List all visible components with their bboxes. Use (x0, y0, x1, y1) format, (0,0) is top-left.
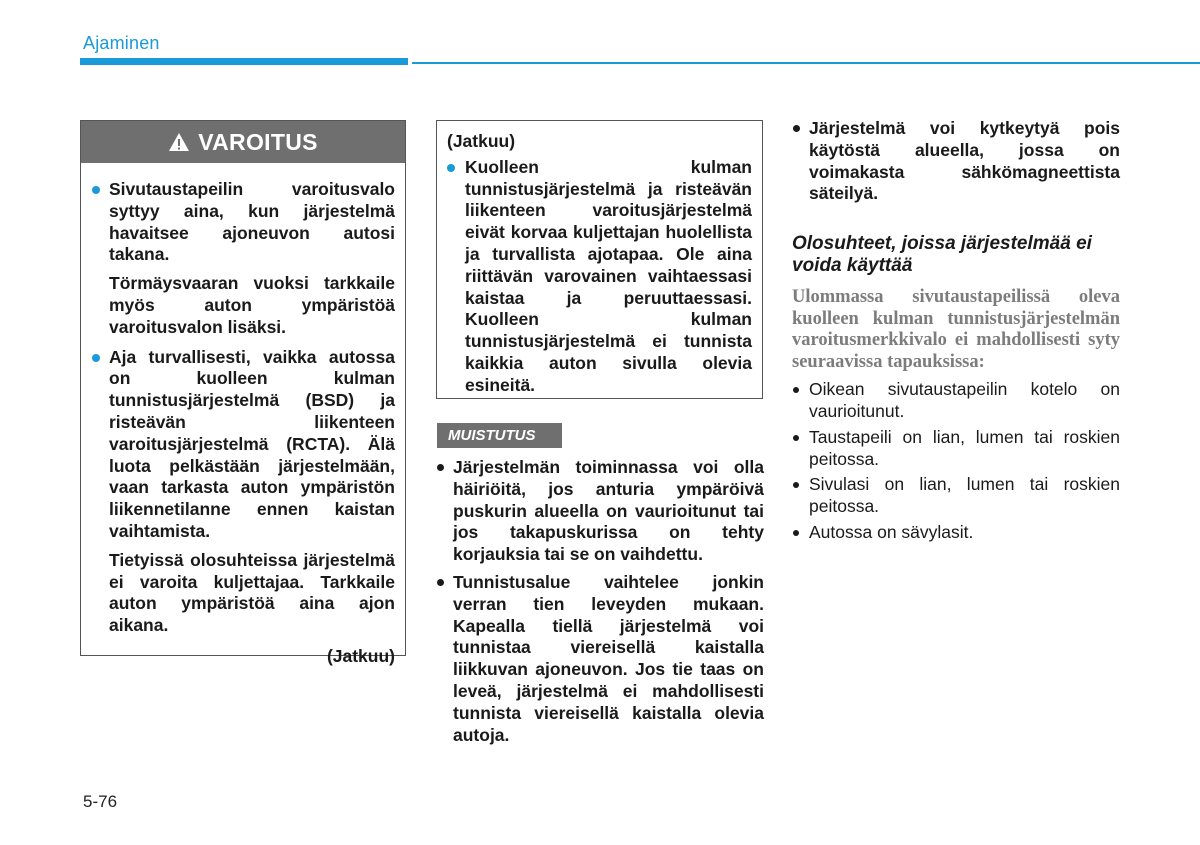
right-bullet-text: Järjestelmä voi kytkeytyä pois käytöstä alueella, jossa on voimakasta sähkömagneettista säteilyä. (809, 118, 1120, 204)
bullet-dot-icon (92, 186, 100, 194)
warning-continue-label: (Jatkuu) (326, 645, 395, 666)
list-item-text: Oikean sivutaustapeilin kotelo on vaurioitunut. (809, 379, 1120, 421)
warning-item (92, 179, 395, 339)
bullet-dot-icon (437, 579, 444, 586)
bullet-dot-icon (447, 164, 455, 172)
continued-item (447, 157, 752, 397)
continued-warning-box (436, 120, 763, 399)
right-column (792, 118, 1120, 548)
page-number: 5-76 (83, 792, 118, 811)
warning-triangle-icon (168, 132, 190, 152)
warning-item (92, 347, 395, 637)
note-item (436, 572, 764, 746)
bullet-dot-icon (92, 354, 100, 362)
list-item-text: Autossa on sävylasit. (809, 521, 974, 542)
note-item (436, 457, 764, 566)
header-rule-thin (412, 62, 1200, 64)
list-item-text: Sivulasi on lian, lumen tai roskien peitossa. (809, 474, 1120, 517)
continued-item-text: Kuolleen kulman tunnistusjärjestelmä ja risteävän liikenteen varoitusjärjestelmä eivät korvaa kuljettajan huolellista ja turvallista ajotapaa. Ole aina riittävän varovainen vaihtaessasi kaistaa ja peruuttaessasi. Kuolleen kulman tunnistusjärjestelmä ei tunnista kaikkia auton sivulla olevia esineitä. (465, 156, 752, 395)
intro-paragraph: Ulommassa sivutaustapeilissä oleva kuolleen kulman tunnistusjärjestelmän varoitusmerkkivalo ei mahdollisesti syty seuraavissa tapauksissa: (792, 287, 1120, 372)
subheading: Olosuhteet, joissa järjestelmää ei voida käyttää (792, 233, 1092, 277)
list-item (792, 522, 1120, 544)
warning-box (80, 120, 406, 666)
bullet-dot-icon (793, 387, 799, 393)
bullet-dot-icon (793, 435, 799, 441)
note-label: MUISTUTUS (437, 423, 562, 448)
list-item (792, 474, 1120, 518)
note-list (436, 457, 764, 752)
bullet-dot-icon (793, 482, 799, 488)
conditions-list (792, 379, 1120, 544)
continued-head: (Jatkuu) (447, 131, 516, 151)
warning-title: VAROITUS (198, 128, 318, 155)
warning-body (81, 163, 405, 668)
right-bullet-item (792, 118, 1120, 205)
list-item (792, 427, 1120, 471)
header-rule-thick (80, 58, 408, 65)
warning-item-text: Aja turvallisesti, vaikka autossa on kuolleen kulman tunnistusjärjestelmä (BSD) ja risteävän liikenteen varoitusjärjestelmä (RCTA). Älä luota pelkästään järjestelmään, vaan tarkasta auton ympäristön liikennetilanne ennen kaistan vaihtamista. (109, 346, 395, 541)
bullet-dot-icon (793, 530, 799, 536)
warning-header (81, 121, 405, 163)
right-bullets (792, 118, 1120, 205)
warning-item-extra: Tietyissä olosuhteissa järjestelmä ei varoita kuljettajaa. Tarkkaile auton ympäristöä aina ajon aikana. (109, 549, 395, 636)
list-item-text: Taustapeili on lian, lumen tai roskien peitossa. (809, 426, 1120, 469)
list-item (792, 379, 1120, 423)
section-title: Ajaminen (83, 33, 160, 53)
bullet-dot-icon (793, 125, 800, 132)
warning-item-text: Sivutaustapeilin varoitusvalo syttyy aina, kun järjestelmä havaitsee ajoneuvon autosi takana. (109, 179, 395, 265)
note-item-text: Järjestelmän toiminnassa voi olla häiriöitä, jos anturia ympäröivä puskurin alueella on vaurioitunut tai jos takapuskurissa on tehty korjauksia tai se on vaihdettu. (453, 457, 764, 565)
bullet-dot-icon (437, 464, 444, 471)
warning-item-extra: Törmäysvaaran vuoksi tarkkaile myös auton ympäristöä varoitusvalon lisäksi. (109, 273, 395, 337)
note-item-text: Tunnistusalue vaihtelee jonkin verran tien leveyden mukaan. Kapealla tiellä järjestelmä voi tunnistaa viereisellä kaistalla liikkuvan ajoneuvon. Jos tie taas on leveä, järjestelmä ei mahdollisesti tunnista viereisellä kaistalla olevia autoja. (453, 571, 764, 745)
